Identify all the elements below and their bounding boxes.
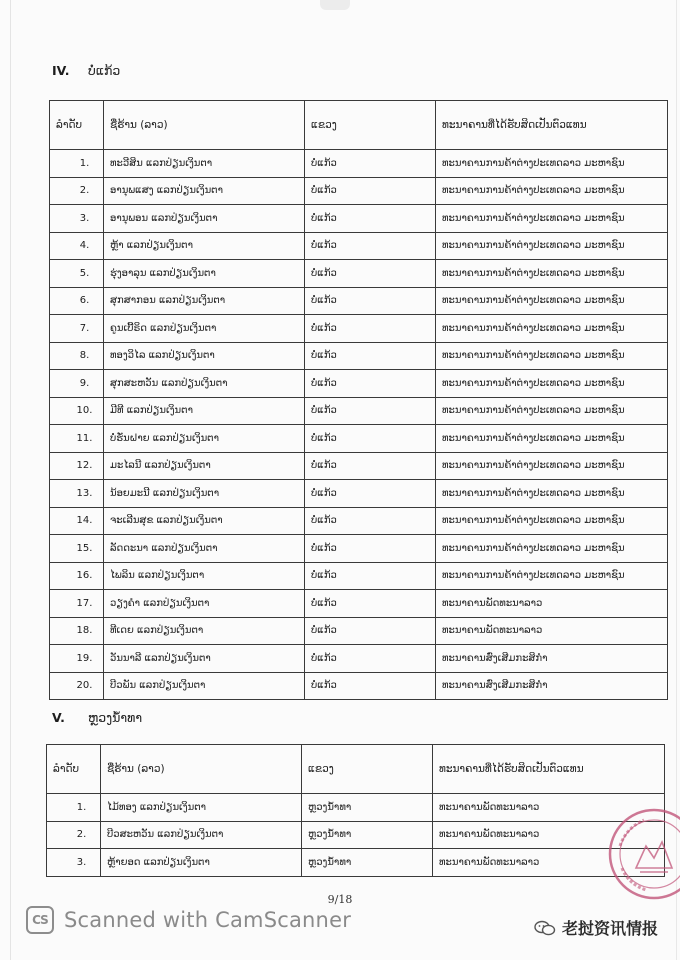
province: ບໍ່ແກ້ວ xyxy=(305,480,436,508)
province: ບໍ່ແກ້ວ xyxy=(305,562,436,590)
bank-name: ທະນາຄານການຄ້າຕ່າງປະເທດລາວ ມະຫາຊົນ xyxy=(436,452,668,480)
camscanner-text: Scanned with CamScanner xyxy=(64,908,352,932)
shop-name: ທີເດຍ ແລກປ່ຽນເງິນຕາ xyxy=(104,617,305,645)
row-number: 19. xyxy=(50,645,104,673)
province: ບໍ່ແກ້ວ xyxy=(305,590,436,618)
shop-name: ຈະເລີນສຸຂ ແລກປ່ຽນເງິນຕາ xyxy=(104,507,305,535)
shop-name: ທະວີສິນ ແລກປ່ຽນເງິນຕາ xyxy=(104,150,305,178)
bank-name: ທະນາຄານສົ່ງເສີມກະສິກໍາ xyxy=(436,645,668,673)
shop-name: ອານຸພແສງ ແລກປ່ຽນເງິນຕາ xyxy=(104,177,305,205)
row-number: 14. xyxy=(50,507,104,535)
section-number: V. xyxy=(52,710,65,725)
header-order: ລຳດັບ xyxy=(50,101,104,150)
table-row xyxy=(50,535,668,563)
table-row xyxy=(50,617,668,645)
table-row xyxy=(50,672,668,700)
table-header-row xyxy=(47,745,665,794)
table-header-row xyxy=(50,101,668,150)
province: ບໍ່ແກ້ວ xyxy=(305,177,436,205)
shop-table-luang-namtha xyxy=(46,744,665,877)
shop-name: ອານຸພອນ ແລກປ່ຽນເງິນຕາ xyxy=(104,205,305,233)
province: ບໍ່ແກ້ວ xyxy=(305,452,436,480)
province: ບໍ່ແກ້ວ xyxy=(305,287,436,315)
shop-name: ມະໄລນີ ແລກປ່ຽນເງິນຕາ xyxy=(104,452,305,480)
table-row xyxy=(50,645,668,673)
row-number: 7. xyxy=(50,315,104,343)
row-number: 1. xyxy=(47,794,101,822)
header-bank: ທະນາຄານທີ່ໄດ້ຮັບສິດເປັນຕົວແທນ xyxy=(436,101,668,150)
bank-name: ທະນາຄານພັດທະນາລາວ xyxy=(436,617,668,645)
shop-name: ຫຼ້າຍອດ ແລກປ່ຽນເງິນຕາ xyxy=(101,849,302,877)
row-number: 3. xyxy=(47,849,101,877)
bank-name: ທະນາຄານການຄ້າຕ່າງປະເທດລາວ ມະຫາຊົນ xyxy=(436,150,668,178)
shop-name: ຮຸ່ງອາລຸນ ແລກປ່ຽນເງິນຕາ xyxy=(104,260,305,288)
row-number: 16. xyxy=(50,562,104,590)
bank-name: ທະນາຄານການຄ້າຕ່າງປະເທດລາວ ມະຫາຊົນ xyxy=(436,397,668,425)
bank-name: ທະນາຄານການຄ້າຕ່າງປະເທດລາວ ມະຫາຊົນ xyxy=(436,260,668,288)
section-title: ຫຼວງນໍ້າທາ xyxy=(88,710,143,725)
bank-name: ທະນາຄານການຄ້າຕ່າງປະເທດລາວ ມະຫາຊົນ xyxy=(436,535,668,563)
bank-name: ທະນາຄານການຄ້າຕ່າງປະເທດລາວ ມະຫາຊົນ xyxy=(436,562,668,590)
shop-name: ສຸກສະຫວັນ ແລກປ່ຽນເງິນຕາ xyxy=(104,370,305,398)
row-number: 9. xyxy=(50,370,104,398)
wechat-icon xyxy=(534,920,556,936)
table-row xyxy=(50,287,668,315)
header-province: ແຂວງ xyxy=(302,745,433,794)
row-number: 2. xyxy=(50,177,104,205)
province: ບໍ່ແກ້ວ xyxy=(305,645,436,673)
row-number: 11. xyxy=(50,425,104,453)
shop-name: ໄມ້ທອງ ແລກປ່ຽນເງິນຕາ xyxy=(101,794,302,822)
bank-name: ທະນາຄານພັດທະນາລາວ xyxy=(433,794,665,822)
scan-artifact xyxy=(320,0,350,10)
bank-name: ທະນາຄານການຄ້າຕ່າງປະເທດລາວ ມະຫາຊົນ xyxy=(436,177,668,205)
province: ບໍ່ແກ້ວ xyxy=(305,617,436,645)
bank-name: ທະນາຄານການຄ້າຕ່າງປະເທດລາວ ມະຫາຊົນ xyxy=(436,342,668,370)
row-number: 17. xyxy=(50,590,104,618)
official-stamp xyxy=(606,806,680,902)
row-number: 3. xyxy=(50,205,104,233)
province: ຫຼວງນໍ້າທາ xyxy=(302,849,433,877)
bank-name: ທະນາຄານການຄ້າຕ່າງປະເທດລາວ ມະຫາຊົນ xyxy=(436,370,668,398)
table-row xyxy=(50,342,668,370)
province: ບໍ່ແກ້ວ xyxy=(305,370,436,398)
bank-name: ທະນາຄານພັດທະນາລາວ xyxy=(433,849,665,877)
section-title: ບໍ່ແກ້ວ xyxy=(88,63,121,78)
table-row xyxy=(50,260,668,288)
section-heading-v xyxy=(52,710,142,725)
row-number: 12. xyxy=(50,452,104,480)
table-row xyxy=(47,849,665,877)
table-row xyxy=(50,150,668,178)
table-row xyxy=(50,562,668,590)
bank-name: ທະນາຄານການຄ້າຕ່າງປະເທດລາວ ມະຫາຊົນ xyxy=(436,480,668,508)
province: ຫຼວງນໍ້າທາ xyxy=(302,794,433,822)
shop-name: ສຸກສາກອນ ແລກປ່ຽນເງິນຕາ xyxy=(104,287,305,315)
camscanner-logo-icon: CS xyxy=(26,906,54,934)
bank-name: ທະນາຄານສົ່ງເສີມກະສິກໍາ xyxy=(436,672,668,700)
bank-name: ທະນາຄານການຄ້າຕ່າງປະເທດລາວ ມະຫາຊົນ xyxy=(436,425,668,453)
row-number: 6. xyxy=(50,287,104,315)
table-row xyxy=(50,232,668,260)
row-number: 2. xyxy=(47,821,101,849)
row-number: 15. xyxy=(50,535,104,563)
bank-name: ທະນາຄານພັດທະນາລາວ xyxy=(436,590,668,618)
bank-name: ທະນາຄານການຄ້າຕ່າງປະເທດລາວ ມະຫາຊົນ xyxy=(436,315,668,343)
row-number: 1. xyxy=(50,150,104,178)
row-number: 5. xyxy=(50,260,104,288)
shop-name: ຄູນເບີ້ຣິດ ແລກປ່ຽນເງິນຕາ xyxy=(104,315,305,343)
header-bank: ທະນາຄານທີ່ໄດ້ຮັບສິດເປັນຕົວແທນ xyxy=(433,745,665,794)
header-shop-name: ຊື່ຮ້ານ (ລາວ) xyxy=(101,745,302,794)
shop-table-bokeo xyxy=(49,100,668,700)
bank-name: ທະນາຄານພັດທະນາລາວ xyxy=(433,821,665,849)
channel-watermark xyxy=(534,916,658,939)
page-number: 9/18 xyxy=(327,893,353,906)
province: ບໍ່ແກ້ວ xyxy=(305,260,436,288)
table-row xyxy=(50,205,668,233)
shop-name: ວັນນາລີ ແລກປ່ຽນເງິນຕາ xyxy=(104,645,305,673)
table-row xyxy=(50,480,668,508)
province: ບໍ່ແກ້ວ xyxy=(305,535,436,563)
section-number: IV. xyxy=(52,63,70,78)
header-province: ແຂວງ xyxy=(305,101,436,150)
row-number: 4. xyxy=(50,232,104,260)
table-row xyxy=(50,590,668,618)
province: ບໍ່ແກ້ວ xyxy=(305,315,436,343)
table-row xyxy=(50,370,668,398)
bank-name: ທະນາຄານການຄ້າຕ່າງປະເທດລາວ ມະຫາຊົນ xyxy=(436,507,668,535)
province: ບໍ່ແກ້ວ xyxy=(305,150,436,178)
camscanner-watermark xyxy=(26,905,351,935)
province: ຫຼວງນໍ້າທາ xyxy=(302,821,433,849)
row-number: 13. xyxy=(50,480,104,508)
table-row xyxy=(50,315,668,343)
row-number: 18. xyxy=(50,617,104,645)
province: ບໍ່ແກ້ວ xyxy=(305,205,436,233)
section-heading-iv xyxy=(52,63,120,78)
province: ບໍ່ແກ້ວ xyxy=(305,672,436,700)
table-row xyxy=(50,425,668,453)
bank-name: ທະນາຄານການຄ້າຕ່າງປະເທດລາວ ມະຫາຊົນ xyxy=(436,205,668,233)
shop-name: ຫຼ້າ ແລກປ່ຽນເງິນຕາ xyxy=(104,232,305,260)
table-row xyxy=(50,397,668,425)
shop-name: ບີວສະຫວັນ ແລກປ່ຽນເງິນຕາ xyxy=(101,821,302,849)
row-number: 20. xyxy=(50,672,104,700)
province: ບໍ່ແກ້ວ xyxy=(305,232,436,260)
bank-name: ທະນາຄານການຄ້າຕ່າງປະເທດລາວ ມະຫາຊົນ xyxy=(436,287,668,315)
shop-name: ທອງວິໄລ ແລກປ່ຽນເງິນຕາ xyxy=(104,342,305,370)
bank-name: ທະນາຄານການຄ້າຕ່າງປະເທດລາວ ມະຫາຊົນ xyxy=(436,232,668,260)
header-order: ລຳດັບ xyxy=(47,745,101,794)
table-row xyxy=(50,452,668,480)
province: ບໍ່ແກ້ວ xyxy=(305,507,436,535)
channel-name: 老挝资讯情报 xyxy=(561,919,658,938)
table-row xyxy=(47,821,665,849)
province: ບໍ່ແກ້ວ xyxy=(305,342,436,370)
table-row xyxy=(50,177,668,205)
header-shop-name: ຊື່ຮ້ານ (ລາວ) xyxy=(104,101,305,150)
shop-name: ວຽງຄໍາ ແລກປ່ຽນເງິນຕາ xyxy=(104,590,305,618)
shop-name: ໄພລິນ ແລກປ່ຽນເງິນຕາ xyxy=(104,562,305,590)
row-number: 10. xyxy=(50,397,104,425)
page-edge-left xyxy=(10,0,11,960)
shop-name: ບໍ່ຮັ່ນຝາຍ ແລກປ່ຽນເງິນຕາ xyxy=(104,425,305,453)
shop-name: ລັດດະນາ ແລກປ່ຽນເງິນຕາ xyxy=(104,535,305,563)
row-number: 8. xyxy=(50,342,104,370)
shop-name: ມີທີ ແລກປ່ຽນເງິນຕາ xyxy=(104,397,305,425)
table-row xyxy=(50,507,668,535)
shop-name: ບີວພັນ ແລກປ່ຽນເງິນຕາ xyxy=(104,672,305,700)
table-row xyxy=(47,794,665,822)
province: ບໍ່ແກ້ວ xyxy=(305,397,436,425)
province: ບໍ່ແກ້ວ xyxy=(305,425,436,453)
shop-name: ນ້ອຍມະນີ ແລກປ່ຽນເງິນຕາ xyxy=(104,480,305,508)
